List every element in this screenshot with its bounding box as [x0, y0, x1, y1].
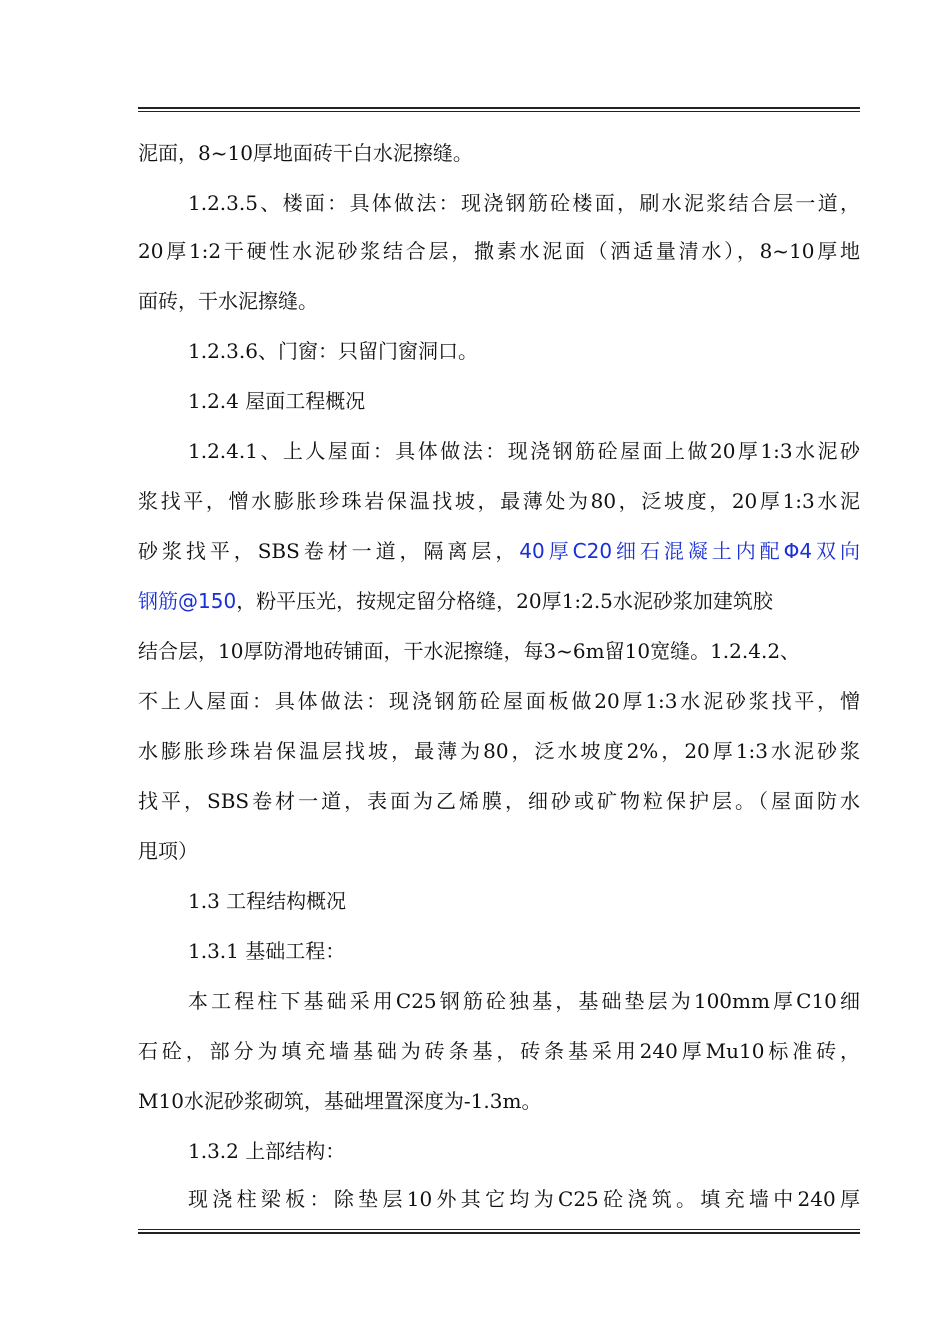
text-line: [138, 534, 860, 568]
text-line: 石砼，部分为填充墙基础为砖条基，砖条基采用240厚Mu10标准砖，: [138, 1039, 860, 1063]
text-line: 甩项）: [138, 839, 198, 863]
text-line: 1.2.3.5、楼面：具体做法：现浇钢筋砼楼面，刷水泥浆结合层一道，: [188, 191, 860, 215]
text-line: 本工程柱下基础采用C25钢筋砼独基，基础垫层为100mm厚C10细: [188, 989, 860, 1013]
section-heading: 1.3.2 上部结构：: [188, 1139, 346, 1163]
text-line: 现浇柱梁板：除垫层10外其它均为C25砼浇筑。填充墙中240厚: [188, 1187, 860, 1211]
highlighted-text: 40厚C20细石混凝土内配Φ4双向: [519, 539, 860, 563]
section-heading: 1.2.4 屋面工程概况: [188, 389, 366, 413]
text-line: 结合层，10厚防滑地砖铺面，干水泥擦缝，每3~6m留10宽缝。1.2.4.2、: [138, 639, 801, 663]
footer-rule: [138, 1229, 860, 1234]
text-line: 20厚1:2干硬性水泥砂浆结合层，撒素水泥面（洒适量清水），8~10厚地: [138, 239, 860, 263]
highlighted-text: 钢筋@150: [138, 589, 237, 613]
text-segment: 砂浆找平，SBS卷材一道，隔离层，: [138, 539, 520, 563]
text-line: 水膨胀珍珠岩保温层找坡，最薄为80，泛水坡度2%，20厚1:3水泥砂浆: [138, 739, 860, 763]
text-line: 找平，SBS卷材一道，表面为乙烯膜，细砂或矿物粒保护层。（屋面防水: [138, 789, 860, 813]
text-segment: ，粉平压光，按规定留分格缝，20厚1:2.5水泥砂浆加建筑胶: [236, 589, 773, 613]
section-heading: 1.3 工程结构概况: [188, 889, 347, 913]
header-rule: [138, 107, 860, 112]
text-line: 浆找平，憎水膨胀珍珠岩保温找坡，最薄处为80，泛坡度，20厚1:3水泥: [138, 489, 860, 513]
section-heading: 1.3.1 基础工程：: [188, 939, 346, 963]
text-line: 不上人屋面：具体做法：现浇钢筋砼屋面板做20厚1:3水泥砂浆找平，憎: [138, 689, 860, 713]
text-line: 1.2.3.6、门窗：只留门窗洞口。: [188, 339, 478, 363]
text-line: [138, 584, 860, 618]
text-line: 泥面，8~10厚地面砖干白水泥擦缝。: [138, 141, 473, 165]
text-line: 1.2.4.1、上人屋面：具体做法：现浇钢筋砼屋面上做20厚1:3水泥砂: [188, 439, 860, 463]
text-line: M10水泥砂浆砌筑，基础埋置深度为-1.3m。: [138, 1089, 542, 1113]
text-line: 面砖，干水泥擦缝。: [138, 289, 318, 313]
